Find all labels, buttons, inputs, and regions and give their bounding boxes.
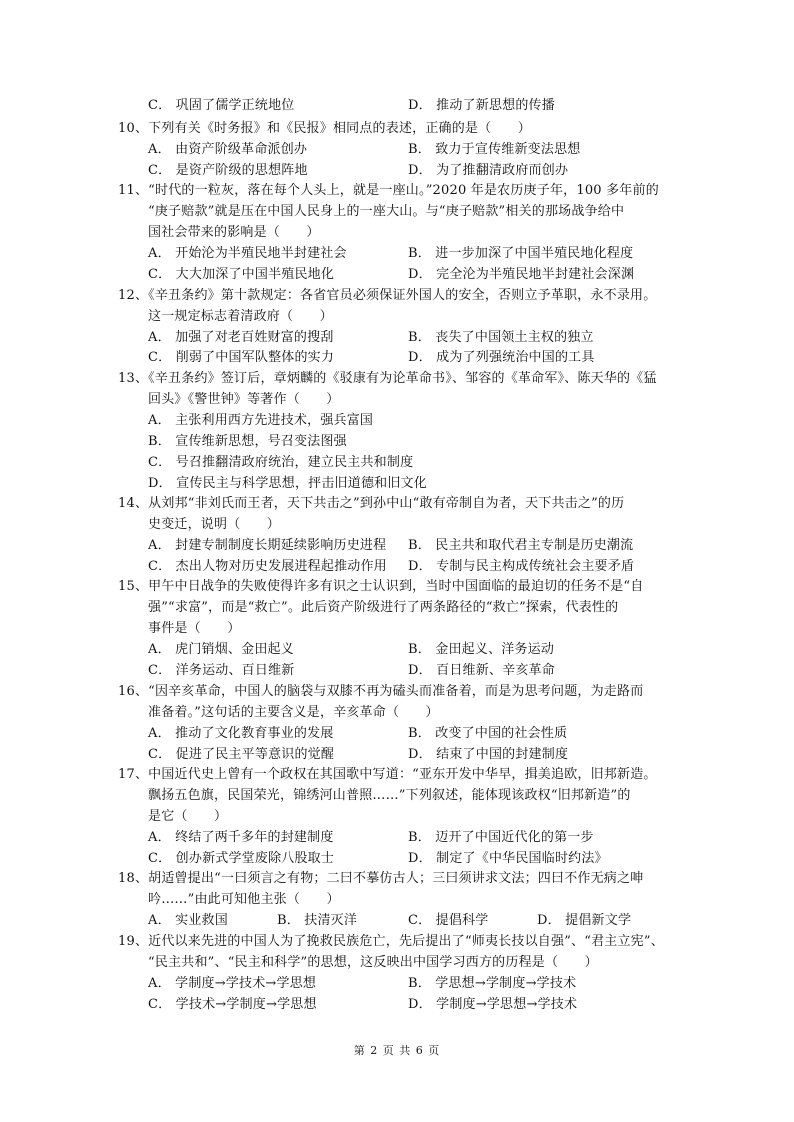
q15-stem-line2: 强”“求富”，而是“救亡”。此后资产阶级进行了两条路径的“救亡”探索，代表性的 bbox=[148, 600, 619, 615]
q13-stem-line1: 13、《辛丑条约》签订后，章炳麟的《驳康有为论革命书》、邹容的《革命军》、陈天华的《猛 bbox=[118, 371, 657, 386]
q11-stem-line1: 11、“时代的一粒灰，落在每个人头上，就是一座山。”2020 年是农历庚子年，100 多年前的 bbox=[118, 183, 659, 198]
q10-stem: 10、下列有关《时务报》和《民报》相同点的表述，正确的是（ ） bbox=[118, 121, 531, 136]
q14-option-d: D． 专制与民主构成传统社会主要矛盾 bbox=[408, 559, 635, 574]
q18-stem-line1: 18、胡适曾提出“一曰须言之有物；二曰不摹仿古人；三曰须讲求文法；四曰不作无病之呻 bbox=[118, 871, 644, 886]
q19-option-d: D． 学制度→学思想→学技术 bbox=[408, 997, 578, 1012]
q10-option-d: D． 为了推翻清政府而创办 bbox=[408, 163, 569, 178]
q12-option-a: A． 加强了对老百姓财富的搜刮 bbox=[148, 330, 334, 345]
q19-option-b: B． 学思想→学制度→学技术 bbox=[408, 976, 577, 991]
q9-option-d: D． 推动了新思想的传播 bbox=[408, 98, 555, 113]
q15-option-b: B． 金田起义、洋务运动 bbox=[408, 642, 555, 657]
q14-stem-line2: 史变迁，说明（ ） bbox=[148, 517, 281, 532]
page-footer: 第 2 页 共 6 页 bbox=[353, 1044, 441, 1057]
q19-stem-line2: “民主共和”、“民主和科学”的思想，这反映出中国学习西方的历程是（ ） bbox=[148, 955, 598, 970]
q11-stem-line3: 国社会带来的影响是（ ） bbox=[148, 225, 320, 240]
q18-option-a: A． 实业救国 bbox=[148, 913, 228, 928]
q16-option-d: D． 结束了中国的封建制度 bbox=[408, 747, 569, 762]
q11-option-d: D． 完全沦为半殖民地半封建社会深渊 bbox=[408, 267, 635, 282]
q14-option-a: A． 封建专制制度长期延续影响历史进程 bbox=[148, 538, 387, 553]
q13-stem-line2: 回头》《警世钟》等著作（ ） bbox=[148, 392, 340, 407]
q17-stem-line1: 17、中国近代史上曾有一个政权在其国歌中写道：“亚东开发中华早，揖美追欧，旧邦新造。 bbox=[118, 767, 657, 782]
q16-stem-line1: 16、“因辛亥革命，中国人的脑袋与双膝不再为磕头而准备着，而是为思考问题，为走路而 bbox=[118, 684, 644, 699]
q13-option-d: D． 宣传民主与科学思想，抨击旧道德和旧文化 bbox=[148, 476, 427, 491]
q14-option-b: B． 民主共和取代君主专制是历史潮流 bbox=[408, 538, 634, 553]
q17-option-c: C． 创办新式学堂废除八股取士 bbox=[148, 851, 335, 866]
q16-stem-line2: 准备着。”这句话的主要含义是，辛亥革命（ ） bbox=[148, 705, 439, 720]
q18-option-c: C． 提倡科学 bbox=[408, 913, 489, 928]
q10-option-c: C． 是资产阶级的思想阵地 bbox=[148, 163, 308, 178]
q11-option-c: C． 大大加深了中国半殖民地化 bbox=[148, 267, 335, 282]
q16-option-a: A． 推动了文化教育事业的发展 bbox=[148, 726, 334, 741]
q18-option-d: D． 提倡新文学 bbox=[537, 913, 632, 928]
q12-stem-line1: 12、《辛丑条约》第十款规定：各省官员必须保证外国人的安全，否则立予革职，永不录用。 bbox=[118, 288, 657, 303]
q16-option-b: B． 改变了中国的社会性质 bbox=[408, 726, 568, 741]
q11-option-b: B． 进一步加深了中国半殖民地化程度 bbox=[408, 246, 634, 261]
q13-option-b: B． 宣传维新思想，号召变法图强 bbox=[148, 434, 347, 449]
q12-option-d: D． 成为了列强统治中国的工具 bbox=[408, 350, 595, 365]
q17-stem-line2: 飘扬五色旗，民国荣光，锦绣河山普照……”下列叙述，能体现该政权“旧邦新造”的 bbox=[148, 788, 631, 803]
q10-option-b: B． 致力于宣传维新变法思想 bbox=[408, 142, 581, 157]
q12-option-b: B． 丧失了中国领土主权的独立 bbox=[408, 330, 594, 345]
q14-stem-line1: 14、从刘邦“非刘氏而王者，天下共击之”到孙中山“敢有帝制自为者，天下共击之”的历 bbox=[118, 496, 625, 511]
q12-option-c: C． 削弱了中国军队整体的实力 bbox=[148, 350, 335, 365]
q11-option-a: A． 开始沦为半殖民地半封建社会 bbox=[148, 246, 347, 261]
q16-option-c: C． 促进了民主平等意识的觉醒 bbox=[148, 747, 335, 762]
q17-option-b: B． 迈开了中国近代化的第一步 bbox=[408, 830, 594, 845]
q15-option-d: D． 百日维新、辛亥革命 bbox=[408, 663, 555, 678]
q13-option-c: C． 号召推翻清政府统治，建立民主共和制度 bbox=[148, 455, 414, 470]
q15-option-a: A． 虎门销烟、金田起义 bbox=[148, 642, 294, 657]
q19-option-a: A． 学制度→学技术→学思想 bbox=[148, 976, 317, 991]
q14-option-c: C． 杰出人物对历史发展进程起推动作用 bbox=[148, 559, 387, 574]
q15-stem-line1: 15、甲午中日战争的失败使得许多有识之士认识到，当时中国面临的最迫切的任务不是“自 bbox=[118, 579, 644, 594]
q15-stem-line3: 事件是（ ） bbox=[148, 621, 241, 636]
q18-stem-line2: 吟……”由此可知他主张（ ） bbox=[148, 892, 340, 907]
q17-stem-line3: 是它（ ） bbox=[148, 809, 228, 824]
q18-option-b: B． 扶清灭洋 bbox=[277, 913, 358, 928]
q19-stem-line1: 19、近代以来先进的中国人为了挽救民族危亡，先后提出了“师夷长技以自强”、“君主立宪”、 bbox=[118, 934, 664, 949]
q13-option-a: A． 主张利用西方先进技术，强兵富国 bbox=[148, 413, 374, 428]
q17-option-a: A． 终结了两千多年的封建制度 bbox=[148, 830, 334, 845]
q9-option-c: C． 巩固了儒学正统地位 bbox=[148, 98, 295, 113]
q12-stem-line2: 这一规定标志着清政府（ ） bbox=[148, 309, 333, 324]
q17-option-d: D． 制定了《中华民国临时约法》 bbox=[408, 851, 608, 866]
q19-option-c: C． 学技术→学制度→学思想 bbox=[148, 997, 317, 1012]
q15-option-c: C． 洋务运动、百日维新 bbox=[148, 663, 295, 678]
q11-stem-line2: “庚子赔款”就是压在中国人民身上的一座大山。与“庚子赔款”相关的那场战争给中 bbox=[148, 204, 625, 219]
q10-option-a: A． 由资产阶级革命派创办 bbox=[148, 142, 308, 157]
